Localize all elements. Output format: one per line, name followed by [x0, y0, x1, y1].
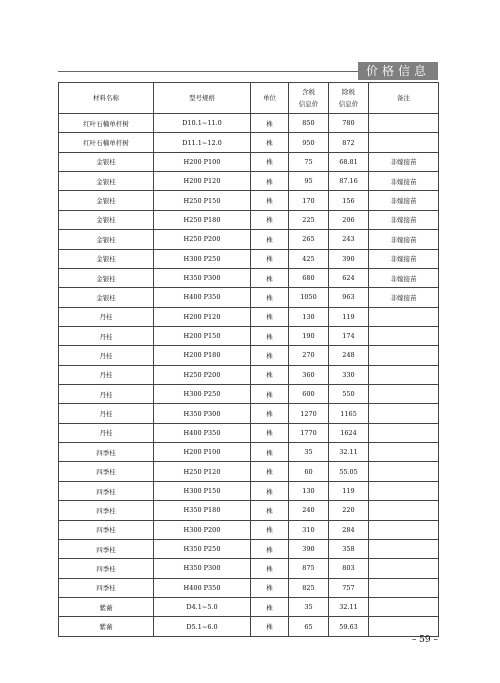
cell-material-name: 金银桂 [59, 191, 154, 210]
cell-material-name: 丹桂 [59, 404, 154, 423]
page-number: – 59 – [411, 635, 438, 645]
cell-taxed-price: 310 [289, 520, 329, 539]
cell-unit: 株 [251, 268, 289, 287]
cell-taxed-price: 1270 [289, 404, 329, 423]
cell-untaxed-price: 757 [329, 578, 369, 597]
cell-material-name: 金银桂 [59, 152, 154, 171]
header-untaxed-line2: 信息价 [338, 100, 359, 108]
cell-taxed-price: 950 [289, 133, 329, 152]
cell-spec: D10.1~11.0 [154, 114, 251, 133]
cell-material-name: 紫薇 [59, 597, 154, 616]
cell-spec: D11.1~12.0 [154, 133, 251, 152]
cell-material-name: 四季桂 [59, 481, 154, 500]
cell-taxed-price: 190 [289, 326, 329, 345]
cell-material-name: 红叶石楠单杆树 [59, 133, 154, 152]
cell-remark [369, 385, 439, 404]
cell-unit: 株 [251, 210, 289, 229]
cell-spec: D4.1~5.0 [154, 597, 251, 616]
cell-material-name: 丹桂 [59, 385, 154, 404]
cell-spec: H300 P250 [154, 385, 251, 404]
header-material-name: 材料名称 [59, 83, 154, 114]
cell-material-name: 金银桂 [59, 268, 154, 287]
table-row [59, 617, 439, 636]
cell-taxed-price: 60 [289, 462, 329, 481]
cell-untaxed-price: 87.16 [329, 172, 369, 191]
cell-spec: H250 P200 [154, 365, 251, 384]
cell-untaxed-price: 220 [329, 501, 369, 520]
cell-taxed-price: 360 [289, 365, 329, 384]
cell-untaxed-price: 284 [329, 520, 369, 539]
cell-unit: 株 [251, 404, 289, 423]
cell-spec: H200 P150 [154, 326, 251, 345]
cell-taxed-price: 425 [289, 249, 329, 268]
table-row [59, 462, 439, 481]
header-unit: 单位 [251, 83, 289, 114]
cell-taxed-price: 1770 [289, 423, 329, 442]
cell-unit: 株 [251, 230, 289, 249]
cell-taxed-price: 170 [289, 191, 329, 210]
cell-remark: 非嫁接苗 [369, 288, 439, 307]
cell-remark [369, 133, 439, 152]
cell-remark: 非嫁接苗 [369, 210, 439, 229]
cell-remark [369, 423, 439, 442]
header-taxed-price [289, 83, 329, 114]
cell-spec: H200 P100 [154, 443, 251, 462]
table-row [59, 133, 439, 152]
cell-remark [369, 520, 439, 539]
table-row [59, 346, 439, 365]
cell-material-name: 四季桂 [59, 462, 154, 481]
table-row [59, 114, 439, 133]
table-row [59, 559, 439, 578]
cell-spec: H350 P300 [154, 559, 251, 578]
header-remark: 备注 [369, 83, 439, 114]
cell-taxed-price: 680 [289, 268, 329, 287]
cell-material-name: 金银桂 [59, 288, 154, 307]
header-untaxed-price [329, 83, 369, 114]
cell-material-name: 四季桂 [59, 559, 154, 578]
cell-unit: 株 [251, 559, 289, 578]
cell-material-name: 丹桂 [59, 346, 154, 365]
cell-unit: 株 [251, 423, 289, 442]
table-row [59, 249, 439, 268]
cell-untaxed-price: 206 [329, 210, 369, 229]
cell-taxed-price: 270 [289, 346, 329, 365]
header-taxed-line1: 含税 [302, 88, 315, 96]
cell-unit: 株 [251, 578, 289, 597]
cell-untaxed-price: 156 [329, 191, 369, 210]
cell-remark [369, 443, 439, 462]
cell-spec: D5.1~6.0 [154, 617, 251, 636]
cell-untaxed-price: 872 [329, 133, 369, 152]
cell-spec: H400 P350 [154, 578, 251, 597]
cell-unit: 株 [251, 133, 289, 152]
cell-remark [369, 501, 439, 520]
cell-spec: H300 P250 [154, 249, 251, 268]
cell-unit: 株 [251, 307, 289, 326]
cell-spec: H250 P180 [154, 210, 251, 229]
table-row [59, 520, 439, 539]
cell-material-name: 四季桂 [59, 520, 154, 539]
cell-remark [369, 307, 439, 326]
cell-taxed-price: 240 [289, 501, 329, 520]
cell-unit: 株 [251, 191, 289, 210]
cell-taxed-price: 600 [289, 385, 329, 404]
cell-taxed-price: 130 [289, 307, 329, 326]
cell-remark [369, 404, 439, 423]
table-row [59, 288, 439, 307]
table-row [59, 152, 439, 171]
cell-unit: 株 [251, 326, 289, 345]
cell-spec: H200 P120 [154, 172, 251, 191]
table-row [59, 481, 439, 500]
cell-remark [369, 326, 439, 345]
cell-remark: 非嫁接苗 [369, 249, 439, 268]
header-untaxed-line1: 除税 [342, 88, 355, 96]
cell-taxed-price: 65 [289, 617, 329, 636]
cell-remark [369, 462, 439, 481]
cell-untaxed-price: 1624 [329, 423, 369, 442]
table-row [59, 578, 439, 597]
table-row [59, 268, 439, 287]
cell-untaxed-price: 390 [329, 249, 369, 268]
cell-spec: H350 P300 [154, 268, 251, 287]
cell-remark [369, 114, 439, 133]
table-row [59, 307, 439, 326]
cell-untaxed-price: 963 [329, 288, 369, 307]
cell-untaxed-price: 780 [329, 114, 369, 133]
cell-taxed-price: 265 [289, 230, 329, 249]
cell-unit: 株 [251, 539, 289, 558]
table-row [59, 501, 439, 520]
cell-untaxed-price: 624 [329, 268, 369, 287]
cell-material-name: 金银桂 [59, 249, 154, 268]
cell-remark: 非嫁接苗 [369, 152, 439, 171]
cell-spec: H250 P120 [154, 462, 251, 481]
cell-untaxed-price: 243 [329, 230, 369, 249]
cell-untaxed-price: 119 [329, 307, 369, 326]
cell-spec: H200 P180 [154, 346, 251, 365]
cell-unit: 株 [251, 365, 289, 384]
cell-taxed-price: 75 [289, 152, 329, 171]
cell-unit: 株 [251, 114, 289, 133]
cell-unit: 株 [251, 152, 289, 171]
cell-taxed-price: 225 [289, 210, 329, 229]
header-rule [58, 71, 358, 72]
cell-material-name: 四季桂 [59, 443, 154, 462]
cell-remark: 非嫁接苗 [369, 172, 439, 191]
table-row [59, 191, 439, 210]
table-row [59, 539, 439, 558]
cell-remark [369, 346, 439, 365]
cell-material-name: 四季桂 [59, 539, 154, 558]
cell-spec: H200 P120 [154, 307, 251, 326]
cell-material-name: 紫薇 [59, 617, 154, 636]
cell-taxed-price: 95 [289, 172, 329, 191]
table-body [59, 114, 439, 637]
cell-spec: H350 P180 [154, 501, 251, 520]
cell-spec: H350 P250 [154, 539, 251, 558]
cell-unit: 株 [251, 481, 289, 500]
cell-material-name: 四季桂 [59, 578, 154, 597]
cell-taxed-price: 825 [289, 578, 329, 597]
cell-untaxed-price: 174 [329, 326, 369, 345]
table-header-row [59, 83, 439, 114]
cell-unit: 株 [251, 520, 289, 539]
table-row [59, 365, 439, 384]
cell-unit: 株 [251, 501, 289, 520]
cell-unit: 株 [251, 462, 289, 481]
cell-remark [369, 597, 439, 616]
cell-remark [369, 481, 439, 500]
table-row [59, 404, 439, 423]
cell-material-name: 丹桂 [59, 326, 154, 345]
cell-untaxed-price: 248 [329, 346, 369, 365]
cell-spec: H350 P300 [154, 404, 251, 423]
cell-unit: 株 [251, 249, 289, 268]
cell-material-name: 金银桂 [59, 210, 154, 229]
cell-taxed-price: 35 [289, 443, 329, 462]
cell-material-name: 金银桂 [59, 230, 154, 249]
cell-material-name: 丹桂 [59, 365, 154, 384]
cell-material-name: 四季桂 [59, 501, 154, 520]
header-spec: 型号规格 [154, 83, 251, 114]
cell-unit: 株 [251, 172, 289, 191]
cell-untaxed-price: 330 [329, 365, 369, 384]
cell-unit: 株 [251, 597, 289, 616]
table-row [59, 172, 439, 191]
section-title: 价格信息 [358, 62, 438, 80]
cell-remark [369, 539, 439, 558]
price-table [58, 82, 439, 637]
cell-material-name: 红叶石楠单杆树 [59, 114, 154, 133]
cell-remark [369, 578, 439, 597]
cell-material-name: 金银桂 [59, 172, 154, 191]
cell-unit: 株 [251, 385, 289, 404]
cell-unit: 株 [251, 288, 289, 307]
cell-spec: H300 P200 [154, 520, 251, 539]
table-row [59, 443, 439, 462]
cell-untaxed-price: 1165 [329, 404, 369, 423]
cell-remark [369, 559, 439, 578]
cell-untaxed-price: 119 [329, 481, 369, 500]
table-row [59, 597, 439, 616]
cell-untaxed-price: 358 [329, 539, 369, 558]
cell-spec: H200 P100 [154, 152, 251, 171]
cell-taxed-price: 130 [289, 481, 329, 500]
cell-untaxed-price: 550 [329, 385, 369, 404]
cell-untaxed-price: 803 [329, 559, 369, 578]
cell-taxed-price: 875 [289, 559, 329, 578]
cell-spec: H400 P350 [154, 288, 251, 307]
cell-taxed-price: 35 [289, 597, 329, 616]
cell-remark: 非嫁接苗 [369, 268, 439, 287]
cell-taxed-price: 850 [289, 114, 329, 133]
table-row [59, 326, 439, 345]
cell-remark [369, 617, 439, 636]
table-row [59, 385, 439, 404]
cell-taxed-price: 390 [289, 539, 329, 558]
cell-untaxed-price: 55.05 [329, 462, 369, 481]
table-row [59, 210, 439, 229]
cell-material-name: 丹桂 [59, 307, 154, 326]
cell-unit: 株 [251, 443, 289, 462]
cell-untaxed-price: 32.11 [329, 597, 369, 616]
cell-untaxed-price: 32.11 [329, 443, 369, 462]
cell-untaxed-price: 59.63 [329, 617, 369, 636]
cell-spec: H400 P350 [154, 423, 251, 442]
cell-untaxed-price: 68.81 [329, 152, 369, 171]
table-row [59, 230, 439, 249]
header-taxed-line2: 信息价 [298, 100, 319, 108]
cell-taxed-price: 1050 [289, 288, 329, 307]
cell-unit: 株 [251, 346, 289, 365]
cell-spec: H250 P150 [154, 191, 251, 210]
cell-remark: 非嫁接苗 [369, 230, 439, 249]
cell-spec: H300 P150 [154, 481, 251, 500]
cell-spec: H250 P200 [154, 230, 251, 249]
cell-remark [369, 365, 439, 384]
table-row [59, 423, 439, 442]
cell-material-name: 丹桂 [59, 423, 154, 442]
cell-unit: 株 [251, 617, 289, 636]
cell-remark: 非嫁接苗 [369, 191, 439, 210]
